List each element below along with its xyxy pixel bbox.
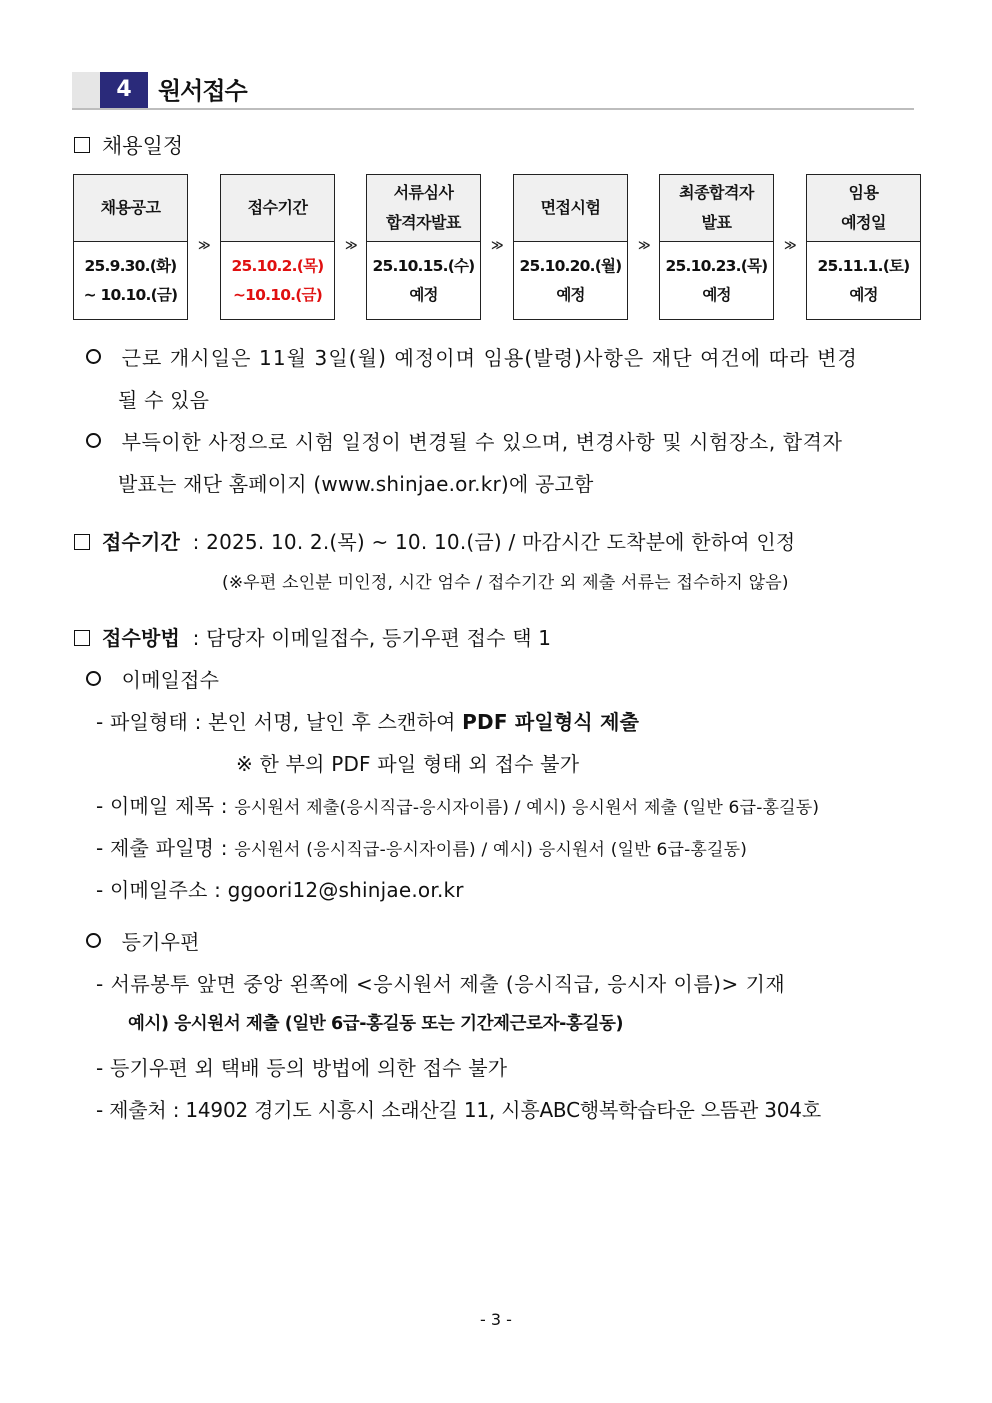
file-format-text: - 파일형태 : 본인 서명, 날인 후 스캔하여 xyxy=(96,710,463,734)
mail-heading xyxy=(86,926,200,955)
schedule-step xyxy=(659,174,774,320)
step-title xyxy=(660,175,773,242)
period-text: : 2025. 10. 2.(목) ~ 10. 10.(금) / 마감시간 도착분에 한하여 인정 xyxy=(192,530,796,554)
schedule-step xyxy=(806,174,921,320)
step-date-line1: 25.10.23.(목) xyxy=(665,257,768,275)
step-date-line2: 예정 xyxy=(409,286,438,304)
step-date xyxy=(807,242,920,320)
email-subject xyxy=(96,790,819,819)
step-title-line1: 채용공고 xyxy=(100,198,161,217)
subject-text: 응시원서 제출(응시직급-응시자이름) / 예시) 응시원서 제출 (일반 6급-홍길동) xyxy=(234,798,820,818)
circle-bullet-icon xyxy=(86,433,101,448)
schedule-step xyxy=(73,174,188,320)
method-text: : 담당자 이메일접수, 등기우편 접수 택 1 xyxy=(192,626,552,650)
mail-example: 예시) 응시원서 제출 (일반 6급-홍길동 또는 기간제근로자-홍길동) xyxy=(128,1014,624,1034)
email-address: - 이메일주소 : ggoori12@shinjae.or.kr xyxy=(96,878,464,902)
mail-courier: - 등기우편 외 택배 등의 방법에 의한 접수 불가 xyxy=(96,1056,508,1080)
schedule-heading-text: 채용일정 xyxy=(102,134,184,158)
mail-envelope: - 서류봉투 앞면 중앙 왼쪽에 <응시원서 제출 (응시직급, 응시자 이름)> 기재 xyxy=(96,972,786,996)
schedule-note-2-cont: 발표는 재단 홈페이지 (www.shinjae.or.kr)에 공고함 xyxy=(118,472,594,496)
schedule-step xyxy=(220,174,335,320)
method-label: 접수방법 xyxy=(102,626,181,650)
step-arrow-icon: ≫ xyxy=(638,238,651,252)
step-title-line2: 발표 xyxy=(701,213,732,232)
subject-label: - 이메일 제목 : xyxy=(96,794,235,818)
filename-text: 응시원서 (응시직급-응시자이름) / 예시) 응시원서 (일반 6급-홍길동) xyxy=(234,840,748,860)
step-date-line1: 25.10.15.(수) xyxy=(372,257,475,275)
file-format-bold: PDF 파일형식 제출 xyxy=(462,710,640,734)
step-title-line1: 서류심사 xyxy=(393,183,454,202)
circle-bullet-icon xyxy=(86,349,101,364)
period-label: 접수기간 xyxy=(102,530,181,554)
step-title-line1: 최종합격자 xyxy=(679,183,754,202)
step-title-line2: 예정일 xyxy=(841,213,886,232)
step-date-line2: ~10.10.(금) xyxy=(232,286,323,304)
section-title: 원서접수 xyxy=(158,77,247,105)
step-date xyxy=(660,242,773,320)
step-date-line2: 예정 xyxy=(849,286,878,304)
step-arrow-icon: ≫ xyxy=(784,238,797,252)
step-title-line1: 접수기간 xyxy=(247,198,308,217)
schedule-heading xyxy=(74,130,183,160)
step-arrow-icon: ≫ xyxy=(491,238,504,252)
step-title xyxy=(74,175,187,242)
schedule-step xyxy=(513,174,628,320)
mail-heading-text: 등기우편 xyxy=(121,930,200,954)
section-number: 4 xyxy=(100,72,148,108)
schedule-note-2 xyxy=(86,426,843,455)
step-date-line2: 예정 xyxy=(556,286,585,304)
square-bullet-icon xyxy=(74,137,90,153)
email-heading-text: 이메일접수 xyxy=(121,668,220,692)
step-date-line2: 예정 xyxy=(702,286,731,304)
step-arrow-icon: ≫ xyxy=(345,238,358,252)
step-date-line2: ~ 10.10.(금) xyxy=(83,286,178,304)
schedule-note-1 xyxy=(86,342,858,371)
schedule-note-1-cont: 될 수 있음 xyxy=(118,388,210,412)
note-text: 근로 개시일은 11월 3일(월) 예정이며 임용(발령)사항은 재단 여건에 따라 변경 xyxy=(121,346,858,370)
step-title-line1: 면접시험 xyxy=(540,198,601,217)
filename-label: - 제출 파일명 : xyxy=(96,836,235,860)
mail-destination: - 제출처 : 14902 경기도 시흥시 소래산길 11, 시흥ABC행복학습타운 으뜸관 304호 xyxy=(96,1098,821,1122)
period-note: (※우편 소인분 미인정, 시간 엄수 / 접수기간 외 제출 서류는 접수하지 않음) xyxy=(222,573,789,593)
page-number: - 3 - xyxy=(480,1310,512,1329)
step-arrow-icon: ≫ xyxy=(198,238,211,252)
period-line xyxy=(74,526,795,555)
square-bullet-icon xyxy=(74,630,90,646)
circle-bullet-icon xyxy=(86,933,101,948)
step-date xyxy=(367,242,480,320)
step-title xyxy=(514,175,627,242)
step-date xyxy=(74,242,187,320)
section-header-accent xyxy=(72,72,102,108)
step-title xyxy=(221,175,334,242)
step-date-line1: 25.10.2.(목) xyxy=(231,257,324,275)
circle-bullet-icon xyxy=(86,671,101,686)
step-title xyxy=(367,175,480,242)
step-date xyxy=(221,242,334,320)
email-heading xyxy=(86,664,219,693)
square-bullet-icon xyxy=(74,534,90,550)
email-file-format xyxy=(96,706,639,735)
step-date xyxy=(514,242,627,320)
step-date-line1: 25.11.1.(토) xyxy=(817,257,910,275)
email-filename xyxy=(96,832,747,861)
email-file-note: ※ 한 부의 PDF 파일 형태 외 접수 불가 xyxy=(236,752,580,776)
step-title xyxy=(807,175,920,242)
schedule-step xyxy=(366,174,481,320)
note-text: 부득이한 사정으로 시험 일정이 변경될 수 있으며, 변경사항 및 시험장소, 합격자 xyxy=(121,430,843,454)
step-title-line2: 합격자발표 xyxy=(386,213,461,232)
step-title-line1: 임용 xyxy=(848,183,879,202)
method-line xyxy=(74,622,551,651)
step-date-line1: 25.10.20.(월) xyxy=(519,257,622,275)
step-date-line1: 25.9.30.(화) xyxy=(84,257,177,275)
